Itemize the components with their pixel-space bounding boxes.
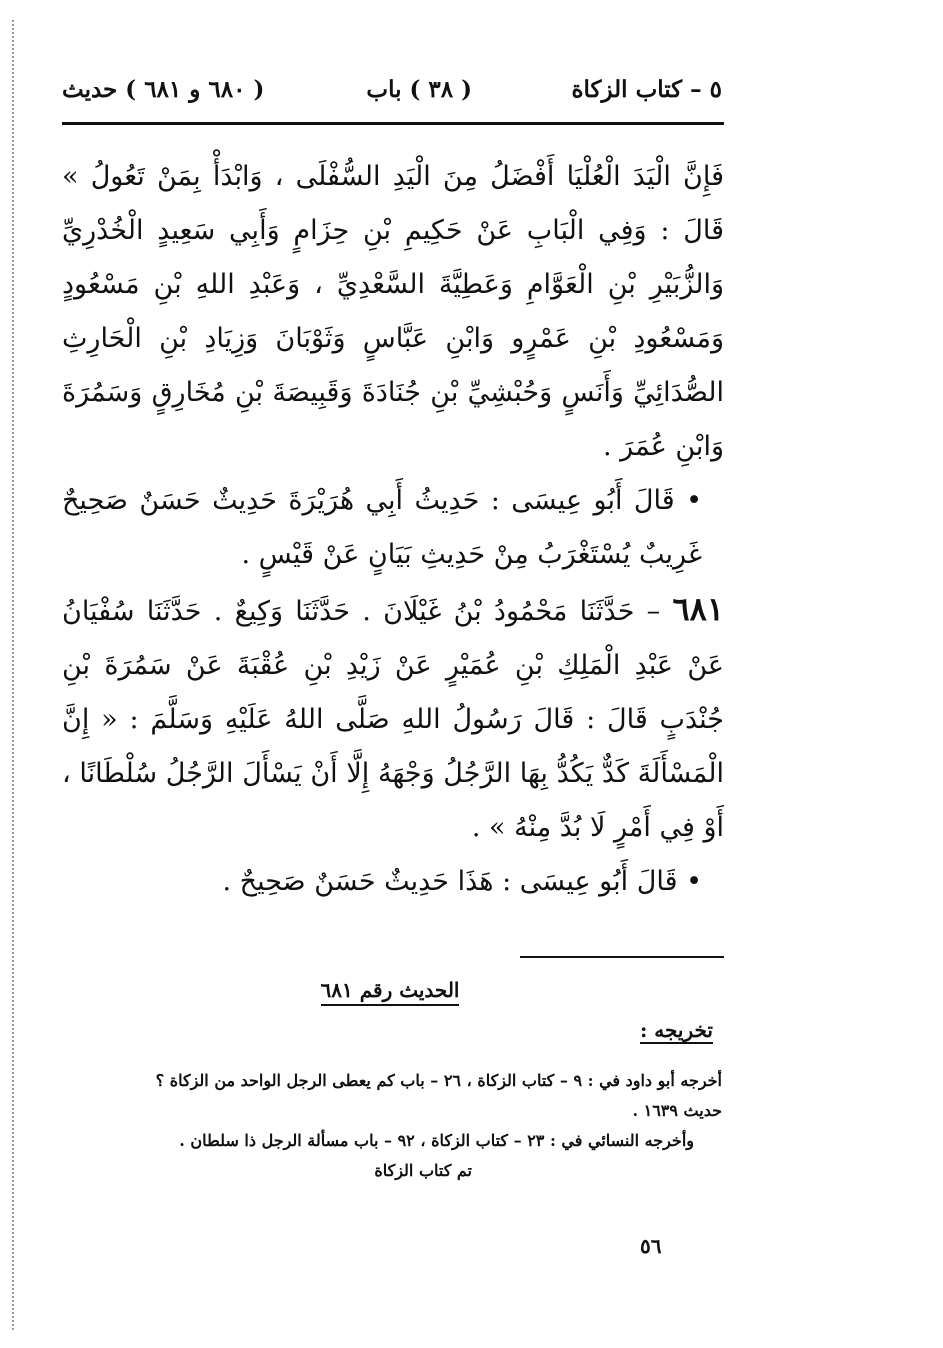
main-text xyxy=(62,150,724,909)
paragraph-4: • قَالَ أَبُو عِيسَى : هَذَا حَدِيثٌ حَسَنٌ صَحِيحٌ . xyxy=(222,866,702,897)
footnote-line-4: تم كتاب الزكاة xyxy=(374,1161,472,1180)
scan-margin-dots xyxy=(12,20,14,1330)
footnote-rule xyxy=(520,956,724,958)
header-rule xyxy=(62,122,724,125)
running-header xyxy=(62,72,722,112)
hadith-number: ٦٨١ xyxy=(672,590,724,628)
paragraph-3 xyxy=(62,582,724,855)
header-section: ( ٣٨ ) باب xyxy=(366,76,472,103)
footnote-title: الحديث رقم ٦٨١ xyxy=(300,978,480,1002)
footnote-label: تخريجه : xyxy=(639,1018,713,1042)
paragraph-1: فَإِنَّ الْيَدَ الْعُلْيَا أَفْضَلُ مِنَ الْيَدِ السُّفْلَى ، وَابْدَأْ بِمَنْ تَعُولُ » قَالَ : وَفِي الْبَابِ عَنْ حَكِيمِ بْنِ حِزَامٍ وَأَبِي سَعِيدٍ الْخُدْرِيِّ وَالزُّبَيْرِ بْنِ الْعَوَّامِ وَعَطِيَّةَ السَّعْدِيِّ ، وَعَبْدِ اللهِ بْنِ مَسْعُودٍ وَمَسْعُودِ بْنِ عَمْرٍو وَابْنِ عَبَّاسٍ وَثَوْبَانَ وَزِيَادِ بْنِ الْحَارِثِ الصُّدَائِيِّ وَأَنَسٍ وَحُبْشِيِّ بْنِ جُنَادَةَ وَقَبِيصَةَ بْنِ مُخَارِقٍ وَسَمُرَةَ وَابْنِ عُمَرَ . xyxy=(62,161,724,462)
header-hadith-range: ( ٦٨٠ و ٦٨١ ) حديث xyxy=(62,76,265,103)
paragraph-2: • قَالَ أَبُو عِيسَى : حَدِيثُ أَبِي هُرَيْرَةَ حَدِيثٌ حَسَنٌ صَحِيحٌ غَرِيبٌ يُسْتَغْرَبُ مِنْ حَدِيثِ بَيَانٍ عَنْ قَيْسٍ . xyxy=(62,485,702,570)
footnote-line-1: أخرجه أبو داود في : ٩ – كتاب الزكاة ، ٢٦ – باب كم يعطى الرجل الواحد من الزكاة ؟ xyxy=(155,1071,722,1090)
footnote-text xyxy=(86,1066,722,1186)
footnote-line-2: حديث ١٦٣٩ . xyxy=(632,1101,722,1120)
page-number: ٥٦ xyxy=(640,1234,662,1258)
footnote-line-3: وأخرجه النسائي في : ٢٣ – كتاب الزكاة ، ٩٢ – باب مسألة الرجل ذا سلطان . xyxy=(179,1131,694,1150)
header-chapter: ٥ – كتاب الزكاة xyxy=(571,76,722,103)
hadith-text: – حَدَّثَنَا مَحْمُودُ بْنُ غَيْلَانَ . حَدَّثَنَا وَكِيعٌ . حَدَّثَنَا سُفْيَانُ عَنْ عَبْدِ الْمَلِكِ بْنِ عُمَيْرٍ عَنْ زَيْدِ بْنِ عُقْبَةَ عَنْ سَمُرَةَ بْنِ جُنْدَبٍ قَالَ : قَالَ رَسُولُ اللهِ صَلَّى اللهُ عَلَيْهِ وَسَلَّمَ : « إِنَّ الْمَسْأَلَةَ كَدٌّ يَكُدُّ بِهَا الرَّجُلُ وَجْهَهُ إِلَّا أَنْ يَسْأَلَ الرَّجُلُ سُلْطَانًا ، أَوْ فِي أَمْرٍ لَا بُدَّ مِنْهُ » . xyxy=(62,596,724,843)
